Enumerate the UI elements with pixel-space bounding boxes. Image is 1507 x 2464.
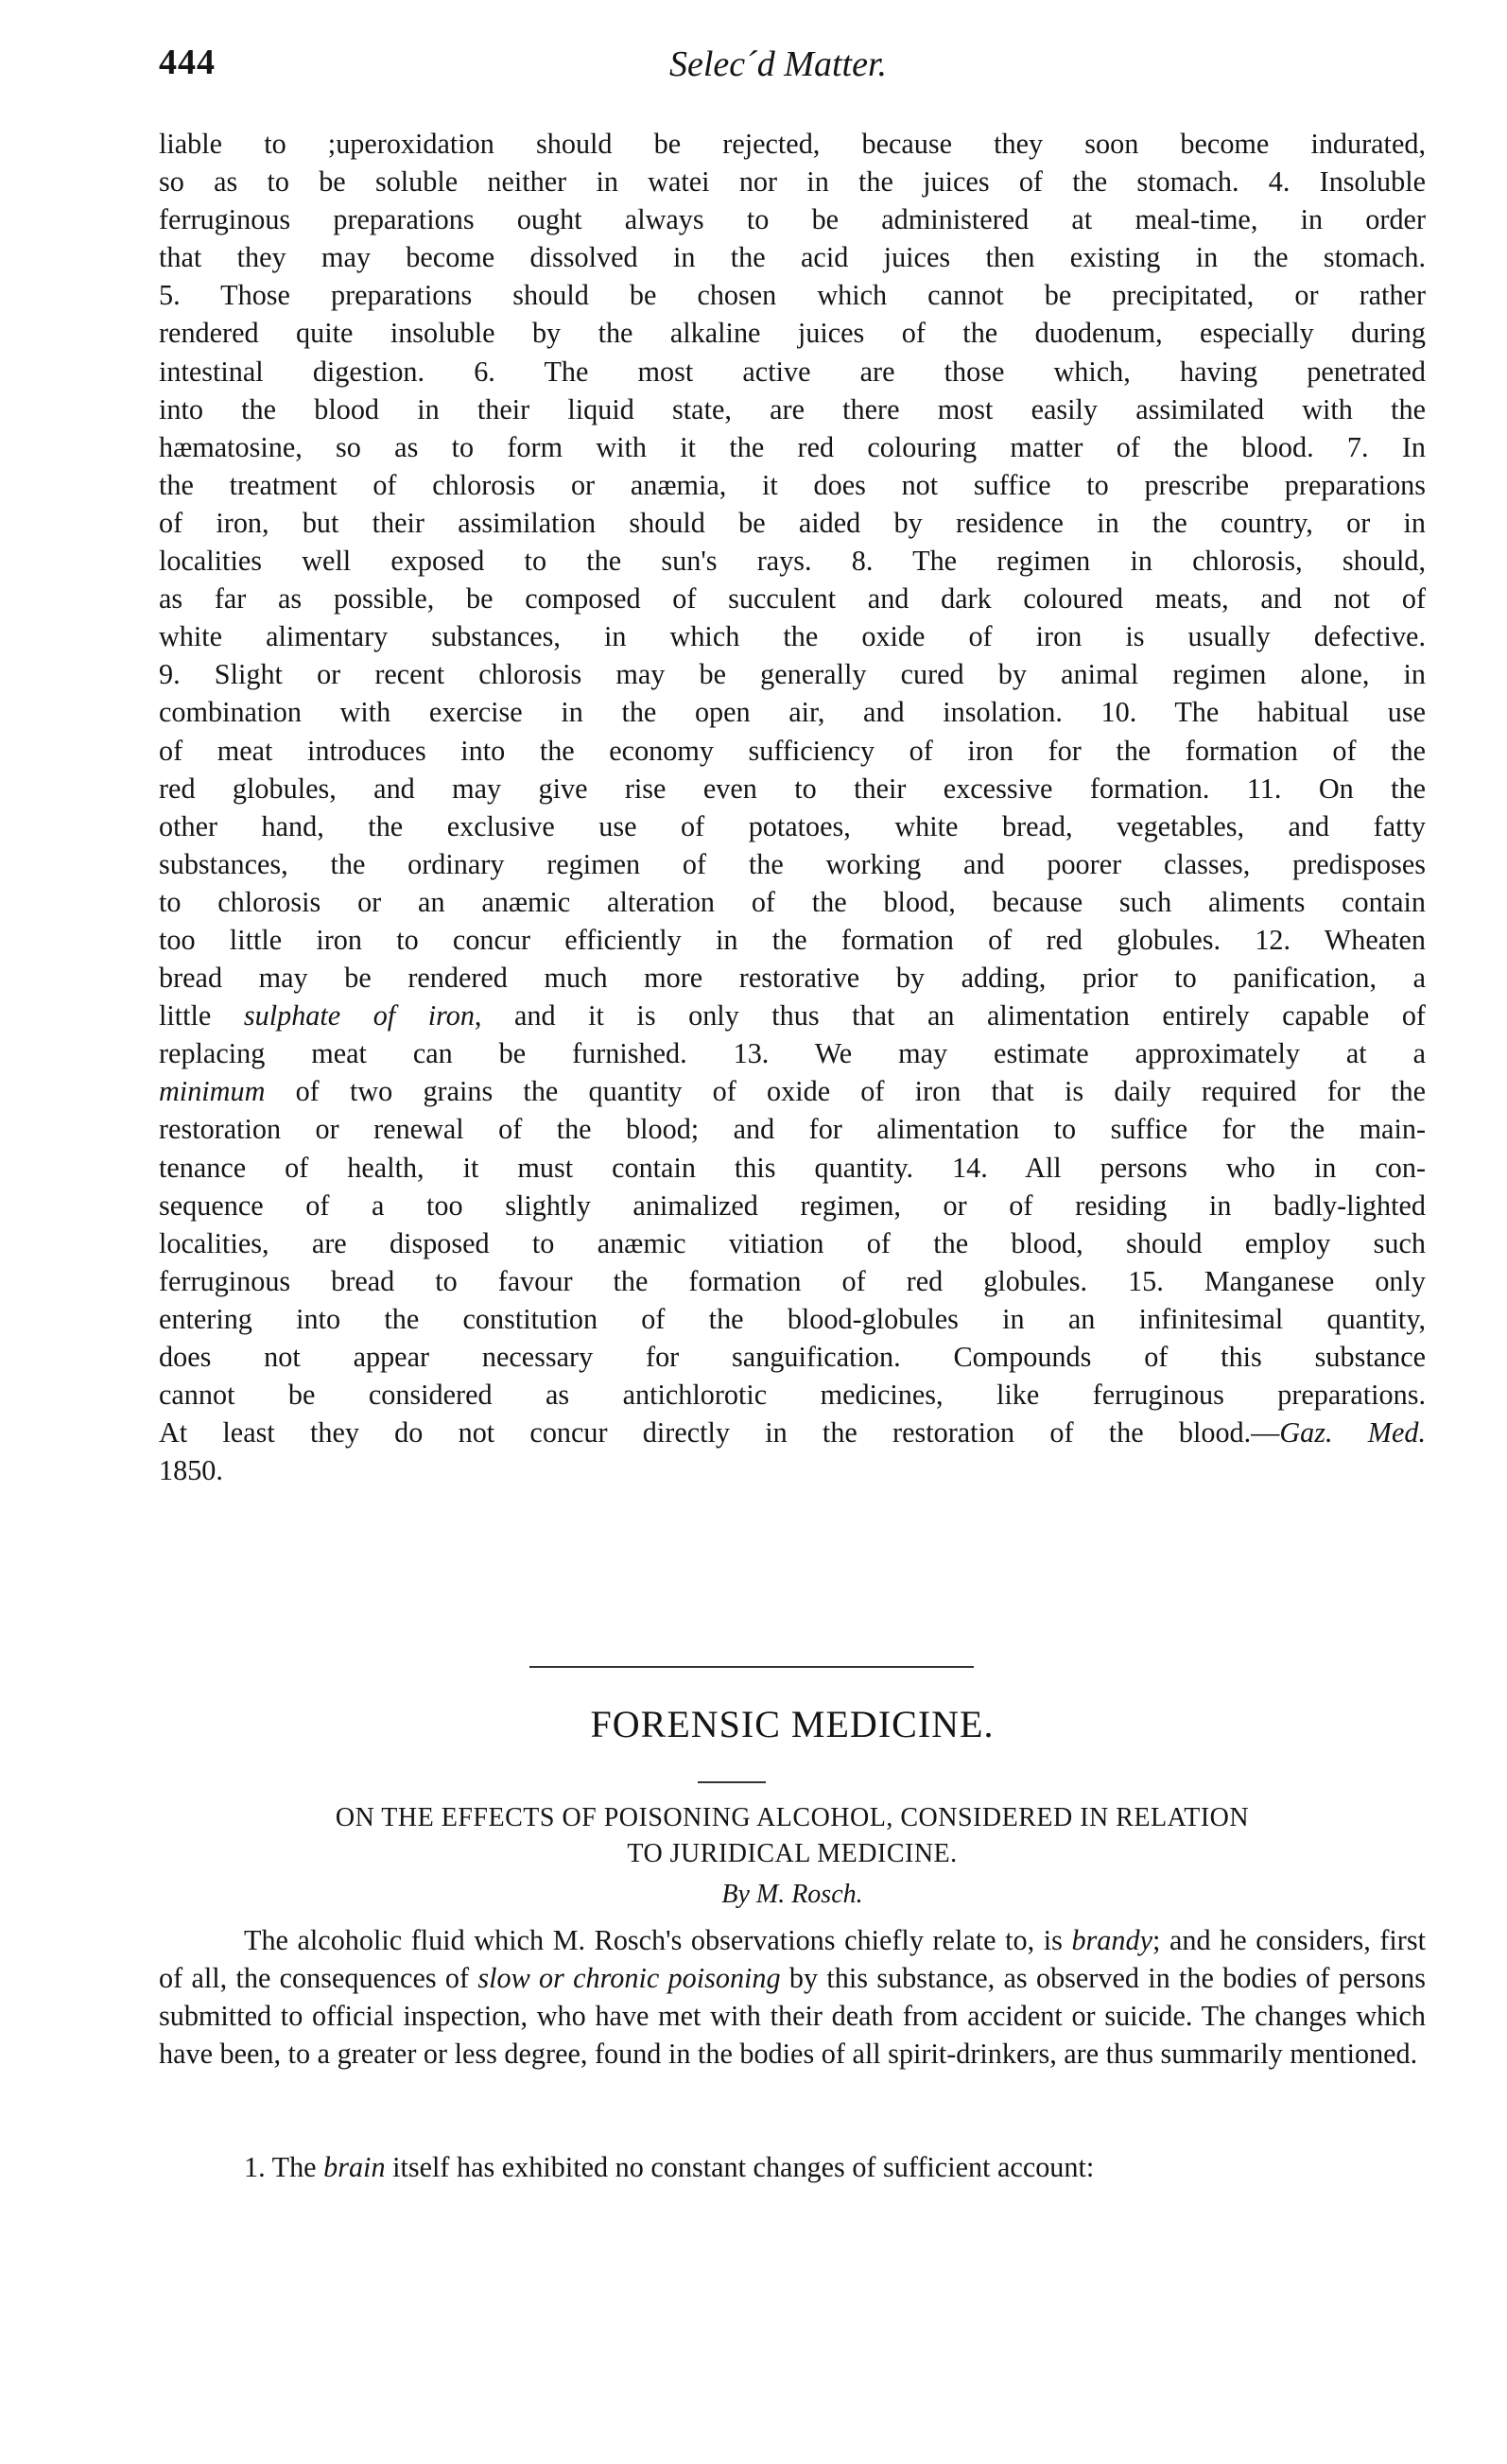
first_paragraph.lines-line: rendered quite insoluble by the alkaline juices of the duodenum, especially during xyxy=(159,317,1426,350)
first_paragraph.lines-line: localities well exposed to the sun's rays. 8. The regimen in chlorosis, should, xyxy=(159,545,1426,578)
title-divider xyxy=(698,1781,766,1783)
citation-year: 1850. xyxy=(159,1454,223,1487)
first_paragraph.lines_tail-line: ferruginous bread to favour the formation of red globules. 15. Manganese only xyxy=(159,1264,1426,1297)
first_paragraph.lines_tail-line: localities, are disposed to anæmic vitiation of the blood, should employ such xyxy=(159,1226,1426,1259)
first_paragraph.lines-line: ferruginous preparations ought always to be administered at meal-time, in order xyxy=(159,203,1426,236)
italic-run: slow or chronic poisoning xyxy=(477,1962,781,1995)
section-divider xyxy=(529,1666,974,1668)
first_paragraph.lines-line: too little iron to concur efficiently in the formation of red globules. 12. Wheaten xyxy=(159,923,1426,956)
first_paragraph.lines-line: of meat introduces into the economy sufficiency of iron for the formation of the xyxy=(159,734,1426,767)
running-title: Selec´d Matter. xyxy=(669,44,888,84)
italic-run: brandy xyxy=(1071,1924,1152,1956)
first_paragraph.lines-line: 9. Slight or recent chlorosis may be generally cured by animal regimen alone, in xyxy=(159,658,1426,691)
italic-run: minimum xyxy=(159,1075,266,1108)
first_paragraph.lines-line: of iron, but their assimilation should be aided by residence in the country, or in xyxy=(159,506,1426,539)
first_paragraph.lines_tail-line: restoration or renewal of the blood; and for alimentation to suffice for the main- xyxy=(159,1113,1426,1146)
text-run: The alcoholic fluid which M. Rosch's observations chiefly relate to, is xyxy=(244,1924,1072,1956)
page-number: 444 xyxy=(159,43,216,82)
text-run: itself has exhibited no constant changes of sufficient account: xyxy=(385,2151,1095,2183)
page-header xyxy=(159,42,1426,98)
first-paragraph-lines xyxy=(159,125,1426,997)
text-run: ; and he considers, first of all, the consequences of xyxy=(159,1924,1426,1995)
first_paragraph.lines-line: combination with exercise in the open air, and insolation. 10. The habitual use xyxy=(159,696,1426,729)
italic-run: sulphate of iron xyxy=(243,999,475,1032)
article-paragraph-2-text xyxy=(159,2148,1426,2186)
text-run: , and it is only thus that an alimentation entirely capable of xyxy=(474,999,1426,1032)
first_paragraph.lines-line: liable to ;uperoxidation should be rejected, because they soon become indurated, xyxy=(159,128,1426,160)
first_paragraph.lines-line: to chlorosis or an anæmic alteration of the blood, because such aliments contain xyxy=(159,885,1426,918)
first-paragraph-tail xyxy=(159,1110,1426,1414)
line-replacing-meat: replacing meat can be furnished. 13. We may estimate approximately at a xyxy=(159,1037,1426,1070)
first_paragraph.lines-line: other hand, the exclusive use of potatoes, white bread, vegetables, and fatty xyxy=(159,809,1426,842)
line-minimum xyxy=(159,1072,1426,1110)
first_paragraph.lines-line: hæmatosine, so as to form with it the red colouring matter of the blood. 7. In xyxy=(159,430,1426,463)
line-gazette xyxy=(159,1414,1426,1451)
first_paragraph.lines-line: that they may become dissolved in the acid juices then existing in the stomach. xyxy=(159,241,1426,274)
first_paragraph.lines_tail-line: tenance of health, it must contain this quantity. 14. All persons who in con- xyxy=(159,1151,1426,1184)
article-paragraph-2 xyxy=(159,2148,1426,2186)
first_paragraph.lines-line: substances, the ordinary regimen of the working and poorer classes, predisposes xyxy=(159,847,1426,880)
first_paragraph.lines-line: bread may be rendered much more restorative by adding, prior to panification, a xyxy=(159,962,1426,995)
article-title xyxy=(159,1800,1426,1872)
text-run: 1. The xyxy=(244,2151,324,2183)
article-paragraph-1 xyxy=(159,1921,1426,2073)
first_paragraph.lines_tail-line: entering into the constitution of the blood-globules in an infinitesimal quantity, xyxy=(159,1302,1426,1335)
first_paragraph.lines-line: white alimentary substances, in which the oxide of iron is usually defective. xyxy=(159,620,1426,653)
line-sulphate xyxy=(159,997,1426,1034)
text-run: by this substance, as observed in the bodies of persons submitted to official inspection, who have met with their death from accident or suicide. The changes which have been, to a greater or less degree, found in the bodies of all spirit-drinkers, are thus summarily mentioned. xyxy=(159,1962,1426,2071)
first_paragraph.lines-line: red globules, and may give rise even to their excessive formation. 11. On the xyxy=(159,772,1426,805)
first_paragraph.lines-line: the treatment of chlorosis or anæmia, it does not suffice to prescribe preparations xyxy=(159,468,1426,501)
text-run: little xyxy=(159,999,244,1032)
first_paragraph.lines-line: intestinal digestion. 6. The most active are those which, having penetrated xyxy=(159,355,1426,388)
text-run: of two grains the quantity of oxide of iron that is daily required for the xyxy=(265,1075,1426,1108)
first_paragraph.lines_tail-line: does not appear necessary for sanguification. Compounds of this substance xyxy=(159,1341,1426,1373)
first_paragraph.lines_tail-line: sequence of a too slightly animalized regimen, or of residing in badly-lighted xyxy=(159,1189,1426,1222)
first_paragraph.lines-line: into the blood in their liquid state, are there most easily assimilated with the xyxy=(159,392,1426,425)
article-title-line-1: ON THE EFFECTS OF POISONING ALCOHOL, CONSIDERED IN RELATION xyxy=(335,1803,1250,1832)
first_paragraph.lines-line: as far as possible, be composed of succulent and dark coloured meats, and not of xyxy=(159,582,1426,616)
first_paragraph.lines-line: 5. Those preparations should be chosen which cannot be precipitated, or rather xyxy=(159,279,1426,312)
article-title-line-2: TO JURIDICAL MEDICINE. xyxy=(627,1839,958,1868)
italic-run: brain xyxy=(323,2151,386,2183)
article-paragraph-1-text xyxy=(159,1921,1426,2073)
first_paragraph.lines_tail-line: cannot be considered as antichlorotic medicines, like ferruginous preparations. xyxy=(159,1379,1426,1412)
section-title: FORENSIC MEDICINE. xyxy=(590,1703,995,1745)
first_paragraph.lines-line: so as to be soluble neither in watei nor in the juices of the stomach. 4. Insoluble xyxy=(159,165,1426,199)
article-byline: By M. Rosch. xyxy=(721,1880,863,1909)
text-run: At least they do not concur directly in the restoration of the blood.— xyxy=(159,1416,1280,1449)
italic-run: Gaz. Med. xyxy=(1279,1416,1426,1449)
first-paragraph xyxy=(159,125,1426,1489)
